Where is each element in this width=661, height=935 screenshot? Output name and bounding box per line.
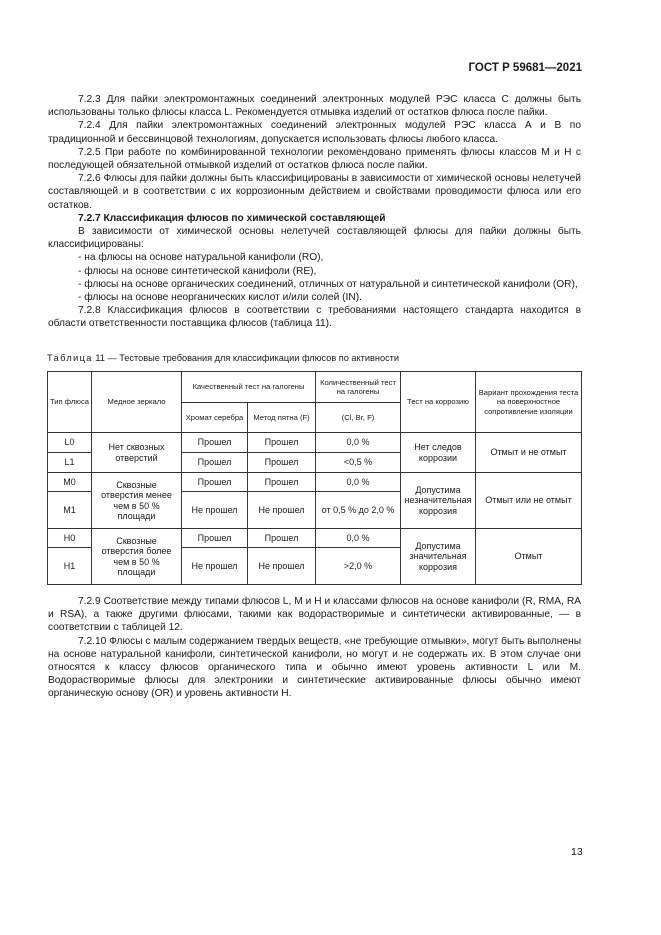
- header-type: Тип флюса: [48, 372, 92, 433]
- cell-mirror: Нет сквозных отверстий: [92, 433, 182, 473]
- cell-chromate: Не прошел: [182, 548, 248, 585]
- cell-quant: >2,0 %: [316, 548, 401, 585]
- cell-corrosion: Нет следов коррозии: [401, 433, 476, 473]
- header-quantitative: Количественный тест на галогены: [316, 372, 401, 403]
- cell-spot: Прошел: [248, 453, 316, 473]
- cell-spot: Прошел: [248, 529, 316, 548]
- cell-spot: Не прошел: [248, 548, 316, 585]
- cell-type: M1: [48, 492, 92, 529]
- flux-classification-table: [47, 371, 582, 585]
- header-silver-chromate: Хромат серебра: [182, 403, 248, 433]
- cell-corrosion: Допустима значительная коррозия: [401, 529, 476, 585]
- cell-quant: 0,0 %: [316, 473, 401, 492]
- classification-item-in: - флюсы на основе неорганических кислот и/или солей (IN).: [78, 292, 362, 304]
- paragraph-7-2-8: 7.2.8 Классификация флюсов в соответствии с требованиями настоящего стандарта находится в области ответственности поставщика флюсов (таблица 11).: [48, 305, 581, 330]
- cell-mirror: Сквозные отверстия менее чем в 50 % площади: [92, 473, 182, 529]
- table-row: [48, 529, 582, 548]
- section-heading-7-2-7: 7.2.7 Классификация флюсов по химической составляющей: [78, 212, 386, 224]
- header-copper-mirror: Медное зеркало: [92, 372, 182, 433]
- body-text-bottom: [48, 595, 581, 701]
- paragraph-7-2-6: 7.2.6 Флюсы для пайки должны быть классифицированы в зависимости от химической основы нелетучей составляющей и в соответствии с их коррозионным действием и свойствами проводимости флюса или его остатков.: [48, 173, 581, 211]
- page-number: 13: [571, 846, 583, 858]
- cell-sir: Отмыт: [476, 529, 582, 585]
- standard-header: ГОСТ Р 59681—2021: [468, 62, 582, 74]
- classification-item-ro: - на флюсы на основе натуральной канифоли (RO),: [78, 252, 324, 264]
- classification-item-or: - флюсы на основе органических соединений, отличных от натуральной и синтетической канифоли (OR),: [78, 278, 578, 290]
- cell-type: H0: [48, 529, 92, 548]
- table-row: [48, 473, 582, 492]
- table-caption: [47, 353, 399, 363]
- cell-quant: 0,0 %: [316, 529, 401, 548]
- paragraph-7-2-3: 7.2.3 Для пайки электромонтажных соединений электронных модулей РЭС класса С должны быть использованы только флюсы класса L. Рекомендуется отмывка изделий от остатков флюса после пайки.: [48, 94, 581, 119]
- paragraph-7-2-4: 7.2.4 Для пайки электромонтажных соединений электронных модулей РЭС класса А и В по традиционной и бессвинцовой технологиям, допускается использовать флюсы любого класса.: [48, 120, 581, 145]
- paragraph-7-2-9: 7.2.9 Соответствие между типами флюсов L, M и H и классами флюсов на основе канифоли (R, RMA, RA и RSA), а также другими флюсами, такими как водорастворимые и синтетически активированные, — в соответствии с таблицей 12.: [48, 596, 581, 634]
- table-header-row: [48, 372, 582, 403]
- table-caption-word: Таблица: [47, 353, 93, 363]
- table-row: [48, 433, 582, 453]
- cell-spot: Прошел: [248, 473, 316, 492]
- table-caption-text: 11 — Тестовые требования для классификации флюсов по активности: [92, 353, 400, 363]
- classification-item-re: - флюсы на основе синтетической канифоли (RE),: [78, 265, 317, 277]
- body-text-top: [48, 93, 581, 331]
- cell-type: L0: [48, 433, 92, 453]
- cell-quant: 0,0 %: [316, 433, 401, 453]
- cell-chromate: Прошел: [182, 453, 248, 473]
- cell-corrosion: Допустима незначительная коррозия: [401, 473, 476, 529]
- cell-type: L1: [48, 453, 92, 473]
- cell-chromate: Прошел: [182, 529, 248, 548]
- cell-chromate: Не прошел: [182, 492, 248, 529]
- paragraph-7-2-10: 7.2.10 Флюсы с малым содержанием твердых веществ, «не требующие отмывки», могут быть выполнены на основе натуральной канифоли, синтетической канифоли, но могут и не содержать их. В этом случае они относятся к классу флюсов органического типа и обычно имеют уровень активности L или M. Водорастворимые флюсы для электроники и синтетические активированные флюсы обычно имеют органическую основу (OR) и уровень активности H.: [48, 635, 582, 700]
- cell-spot: Не прошел: [248, 492, 316, 529]
- cell-sir: Отмыт и не отмыт: [476, 433, 582, 473]
- header-qualitative: Качественный тест на галогены: [182, 372, 316, 403]
- cell-quant: <0,5 %: [316, 453, 401, 473]
- cell-mirror: Сквозные отверстия более чем в 50 % площади: [92, 529, 182, 585]
- cell-type: M0: [48, 473, 92, 492]
- cell-quant: от 0,5 % до 2,0 %: [316, 492, 401, 529]
- cell-sir: Отмыт или не отмыт: [476, 473, 582, 529]
- header-sir: Вариант прохождения теста на поверхностное сопротивление изоляции: [476, 372, 582, 433]
- header-spot-method: Метод пятна (F): [248, 403, 316, 433]
- header-corrosion: Тест на коррозию: [401, 372, 476, 433]
- cell-chromate: Прошел: [182, 433, 248, 453]
- cell-chromate: Прошел: [182, 473, 248, 492]
- paragraph-7-2-5: 7.2.5 При работе по комбинированной технологии рекомендовано применять флюсы классов М и Н с последующей обязательной отмывкой изделий от остатков флюса после пайки.: [48, 146, 581, 172]
- classification-intro: В зависимости от химической основы нелетучей составляющей флюсы для пайки должны быть классифицированы:: [48, 226, 581, 251]
- cell-spot: Прошел: [248, 433, 316, 453]
- header-quantitative-sub: (Cl, Br, F): [316, 403, 401, 433]
- cell-type: H1: [48, 548, 92, 585]
